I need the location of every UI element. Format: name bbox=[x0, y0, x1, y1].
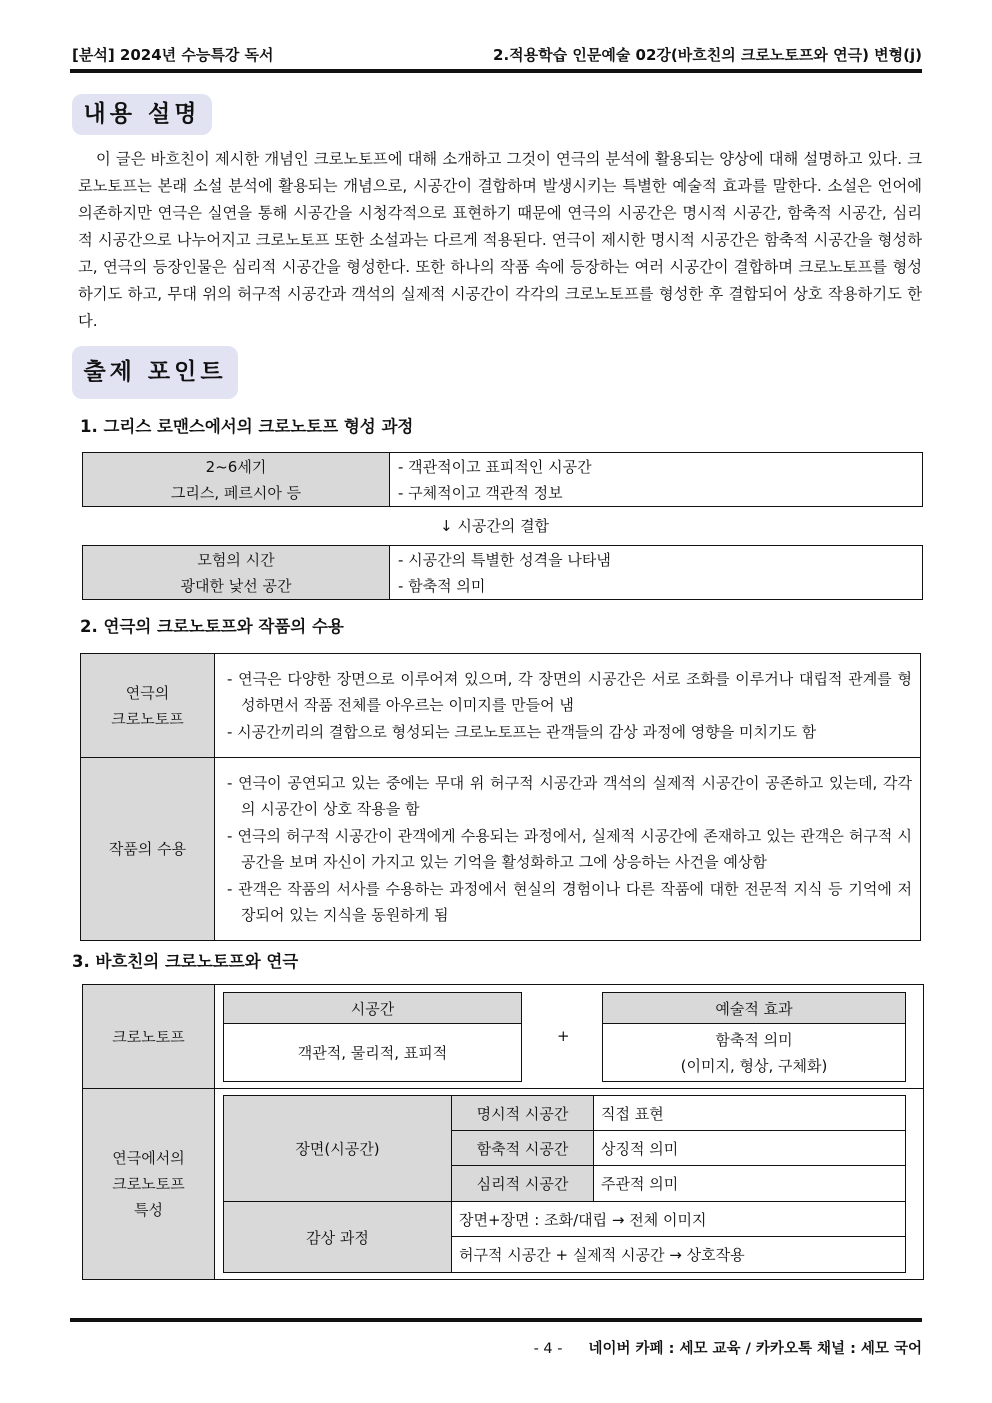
point2-heading: 2. 연극의 크로노토프와 작품의 수용 bbox=[80, 617, 344, 636]
scene-meaning: 직접 표현 bbox=[593, 1095, 906, 1131]
feature-label-1: 연극에서의 bbox=[112, 1149, 185, 1167]
adventure-cell bbox=[83, 546, 390, 600]
theatre-chronotope-cell bbox=[81, 654, 215, 758]
point3-heading: 3. 바흐친의 크로노토프와 연극 bbox=[72, 952, 299, 971]
effect-header: 예술적 효과 bbox=[602, 992, 906, 1024]
adventure-desc-1: - 시공간의 특별한 성격을 나타냄 bbox=[398, 550, 611, 569]
list-item: - 연극은 다양한 장면으로 이루어져 있으며, 각 장면의 시공간은 서로 조화를 이루거나 대립적 관계를 형성하면서 작품 전체를 아우르는 이미지를 만들어 냄 bbox=[227, 669, 912, 715]
footer-text: 네이버 카페 : 세모 교육 / 카카오톡 채널 : 세모 국어 bbox=[588, 1341, 922, 1357]
reception-cell bbox=[81, 758, 215, 941]
scene-meaning: 상징적 의미 bbox=[593, 1130, 906, 1166]
scene-meaning: 주관적 의미 bbox=[593, 1165, 906, 1202]
combine-arrow-label: ↓ 시공간의 결합 bbox=[440, 517, 550, 535]
header-right: 2.적용학습 인문예술 02강(바흐친의 크로노토프와 연극) 변형(j) bbox=[493, 46, 922, 64]
era-desc-1: - 객관적이고 표피적인 시공간 bbox=[398, 457, 592, 476]
appreciation-label: 감상 과정 bbox=[223, 1201, 452, 1273]
header-left: [분석] 2024년 수능특강 독서 bbox=[72, 46, 274, 64]
spacetime-header: 시공간 bbox=[223, 992, 522, 1024]
scene-label: 장면(시공간) bbox=[223, 1095, 452, 1202]
era-description bbox=[390, 453, 923, 507]
scene-type: 함축적 시공간 bbox=[451, 1130, 594, 1166]
scene-type: 명시적 시공간 bbox=[451, 1095, 594, 1131]
plus-sign: + bbox=[557, 1027, 570, 1045]
region-label: 그리스, 페르시아 등 bbox=[170, 483, 302, 502]
theatre-chronotope-label-2: 크로노토프 bbox=[111, 709, 184, 728]
reception-label: 작품의 수용 bbox=[108, 840, 187, 858]
theatre-chronotope-feature-cell bbox=[82, 1088, 215, 1280]
era-cell bbox=[83, 453, 390, 507]
appreciation-row: 허구적 시공간 + 실제적 시공간 → 상호작용 bbox=[451, 1236, 906, 1273]
strange-space-label: 광대한 낯선 공간 bbox=[180, 576, 292, 595]
spacetime-body: 객관적, 물리적, 표피적 bbox=[223, 1023, 522, 1082]
theatre-chronotope-label-1: 연극의 bbox=[125, 683, 170, 702]
effect-body bbox=[602, 1023, 906, 1082]
page-number: - 4 - bbox=[533, 1341, 563, 1357]
point1-heading: 1. 그리스 로맨스에서의 크로노토프 형성 과정 bbox=[80, 417, 414, 436]
content-paragraph: 이 글은 바흐친이 제시한 개념인 크로노토프에 대해 소개하고 그것이 연극의 분석에 활용되는 양상에 대해 설명하고 있다. 크로노토프는 본래 소설 분석에 활용되는 개념으로, 시공간이 결합하며 발생시키는 특별한 예술적 효과를 말한다. 소설은 언어에 의존하지만 연극은 실연을 통해 시공간을 시청각적으로 표현하기 때문에 연극의 시공간은 명시적 시공간, 함축적 시공간, 심리적 시공간으로 나누어지고 크로노토프 또한 소설과는 다르게 적용된다. 연극이 제시한 명시적 시공간은 함축적 시공간을 형성하고, 연극의 등장인물은 심리적 시공간을 형성한다. 또한 하나의 작품 속에 등장하는 여러 시공간이 결합하며 크로노토프를 형성하기도 하고, 무대 위의 허구적 시공간과 객석의 실제적 시공간이 각각의 크로노토프를 형성한 후 결합되어 상호 작용하기도 한다. bbox=[78, 150, 922, 330]
scene-type: 심리적 시공간 bbox=[451, 1165, 594, 1202]
point1-table-bottom bbox=[82, 545, 923, 600]
section-title-content: 내용 설명 bbox=[72, 94, 212, 135]
point1-table-top bbox=[82, 452, 923, 507]
reception-desc bbox=[215, 758, 921, 941]
list-item: - 연극이 공연되고 있는 중에는 무대 위 허구적 시공간과 객석의 실제적 시공간이 공존하고 있는데, 각각의 시공간이 상호 작용을 함 bbox=[227, 773, 912, 818]
list-item: - 연극의 허구적 시공간이 관객에게 수용되는 과정에서, 실제적 시공간에 존재하고 있는 관객은 허구적 시공간을 보며 자신이 가지고 있는 기억을 활성화하고 그에 상응하는 사건을 예상함 bbox=[227, 826, 912, 871]
header-rule bbox=[70, 69, 922, 73]
chronotope-label: 크로노토프 bbox=[82, 984, 215, 1089]
adventure-time-label: 모험의 시간 bbox=[197, 550, 275, 569]
era-label: 2~6세기 bbox=[205, 457, 267, 476]
effect-body-line-1: 함축적 의미 bbox=[715, 1030, 793, 1049]
effect-body-line-2: (이미지, 형상, 구체화) bbox=[680, 1056, 828, 1075]
list-item: - 관객은 작품의 서사를 수용하는 과정에서 현실의 경험이나 다른 작품에 대한 전문적 지식 등 기억에 저장되어 있는 지식을 동원하게 됨 bbox=[227, 879, 912, 924]
feature-label-2: 크로노토프 bbox=[112, 1175, 185, 1193]
adventure-desc-2: - 함축적 의미 bbox=[398, 576, 486, 595]
appreciation-row: 장면+장면 : 조화/대립 → 전체 이미지 bbox=[451, 1201, 906, 1237]
theatre-chronotope-desc bbox=[215, 654, 921, 758]
era-desc-2: - 구체적이고 객관적 정보 bbox=[398, 483, 563, 502]
feature-label-3: 특성 bbox=[134, 1201, 163, 1219]
adventure-description bbox=[390, 546, 923, 600]
section-title-points: 출제 포인트 bbox=[72, 346, 238, 399]
list-item: - 시공간끼리의 결합으로 형성되는 크로노토프는 관객들의 감상 과정에 영향을 미치기도 함 bbox=[227, 722, 817, 741]
footer-rule bbox=[70, 1318, 922, 1322]
footer bbox=[534, 1337, 922, 1358]
point2-table bbox=[80, 653, 921, 941]
